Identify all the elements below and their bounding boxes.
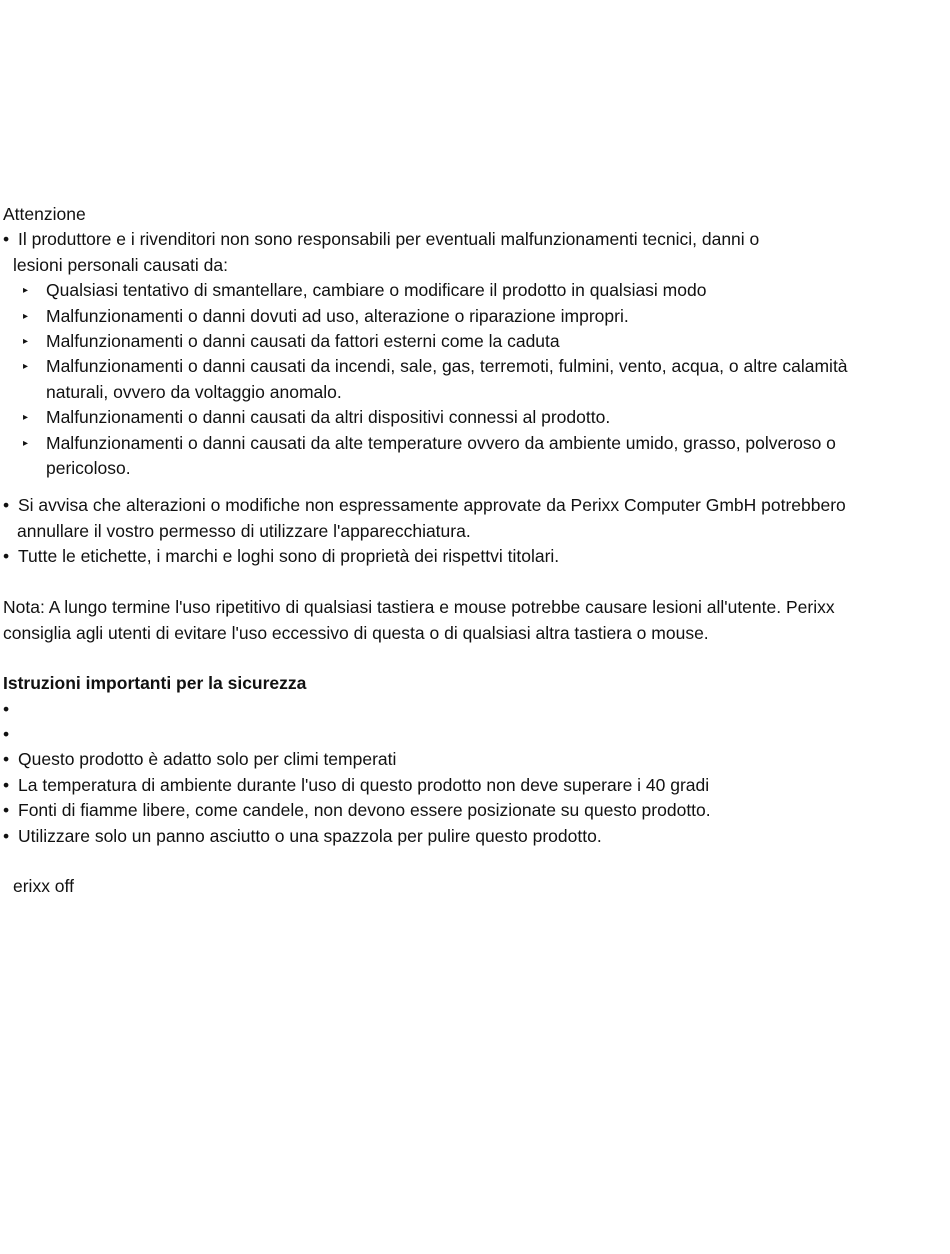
spacer [3,481,947,493]
spacer [3,569,947,595]
safety-heading: Istruzioni importanti per la sicurezza [3,673,307,694]
bullet-icon [3,227,18,252]
safety-item-text: Utilizzare solo un panno asciutto o una spazzola per pulire questo prodotto. [18,825,602,846]
safety-item [3,722,947,747]
cause-item [3,354,947,379]
note-text-line1: Nota: A lungo termine l'uso ripetitivo di qualsiasi tastiera e mouse potrebbe causare lesioni all'utente. Perixx [3,597,835,618]
liability-text-line1: Il produttore e i rivenditori non sono responsabili per eventuali malfunzionamenti tecnici, danni o [18,229,760,250]
cause-item [3,431,947,456]
liability-bullet [3,227,947,252]
modification-bullet [3,493,947,518]
bullet-icon [3,824,18,849]
cause-text: Malfunzionamenti o danni causati da alte temperature ovvero da ambiente umido, grasso, polveroso o [46,432,836,453]
safety-item [3,747,947,772]
cause-text-continuation: pericoloso. [46,457,131,478]
bullet-icon [3,697,18,722]
triangle-bullet-icon [23,329,46,354]
cause-text: Qualsiasi tentativo di smantellare, cambiare o modificare il prodotto in qualsiasi modo [46,280,707,301]
cause-item [3,278,947,303]
safety-item [3,824,947,849]
safety-item-text: Fonti di fiamme libere, come candele, non devono essere posizionate su questo prodotto. [18,800,711,821]
safety-item [3,773,947,798]
trademarks-bullet [3,544,947,569]
trademarks-text: Tutte le etichette, i marchi e loghi sono di proprietà dei rispettvi titolari. [18,546,560,567]
cause-text-continuation: naturali, ovvero da voltaggio anomalo. [46,381,342,402]
bullet-icon [3,798,18,823]
bullet-icon [3,493,18,518]
bullet-icon [3,722,18,747]
bullet-icon [3,544,18,569]
triangle-bullet-icon [23,354,46,379]
cause-item [3,304,947,329]
cause-text: Malfunzionamenti o danni causati da incendi, sale, gas, terremoti, fulmini, vento, acqua, o altre calamità [46,356,848,377]
triangle-bullet-icon [23,278,46,303]
safety-item [3,697,947,722]
cause-text: Malfunzionamenti o danni causati da altri dispositivi connessi al prodotto. [46,407,611,428]
footer-fragment: erixx off [13,875,74,896]
triangle-bullet-icon [23,431,46,456]
cause-text: Malfunzionamenti o danni causati da fattori esterni come la caduta [46,330,560,351]
safety-item-text: La temperatura di ambiente durante l'uso di questo prodotto non deve superare i 40 gradi [18,774,710,795]
safety-item-text: Questo prodotto è adatto solo per climi temperati [18,749,397,770]
document-page [3,202,947,899]
triangle-bullet-icon [23,304,46,329]
cause-text: Malfunzionamenti o danni dovuti ad uso, alterazione o riparazione impropri. [46,305,629,326]
cause-item [3,405,947,430]
note-text-line2: consiglia agli utenti di evitare l'uso eccessivo di questa o di qualsiasi altra tastiera o mouse. [3,622,709,643]
modification-text-line1: Si avvisa che alterazioni o modifiche non espressamente approvate da Perixx Computer GmbH potrebbero [18,495,846,516]
safety-item [3,798,947,823]
attention-heading: Attenzione [3,204,86,224]
cause-item [3,329,947,354]
spacer [3,646,947,671]
spacer [3,849,947,874]
bullet-icon [3,747,18,772]
bullet-icon [3,773,18,798]
modification-text-line2: annullare il vostro permesso di utilizzare l'apparecchiatura. [17,520,471,541]
liability-text-line2: lesioni personali causati da: [13,254,228,275]
triangle-bullet-icon [23,405,46,430]
